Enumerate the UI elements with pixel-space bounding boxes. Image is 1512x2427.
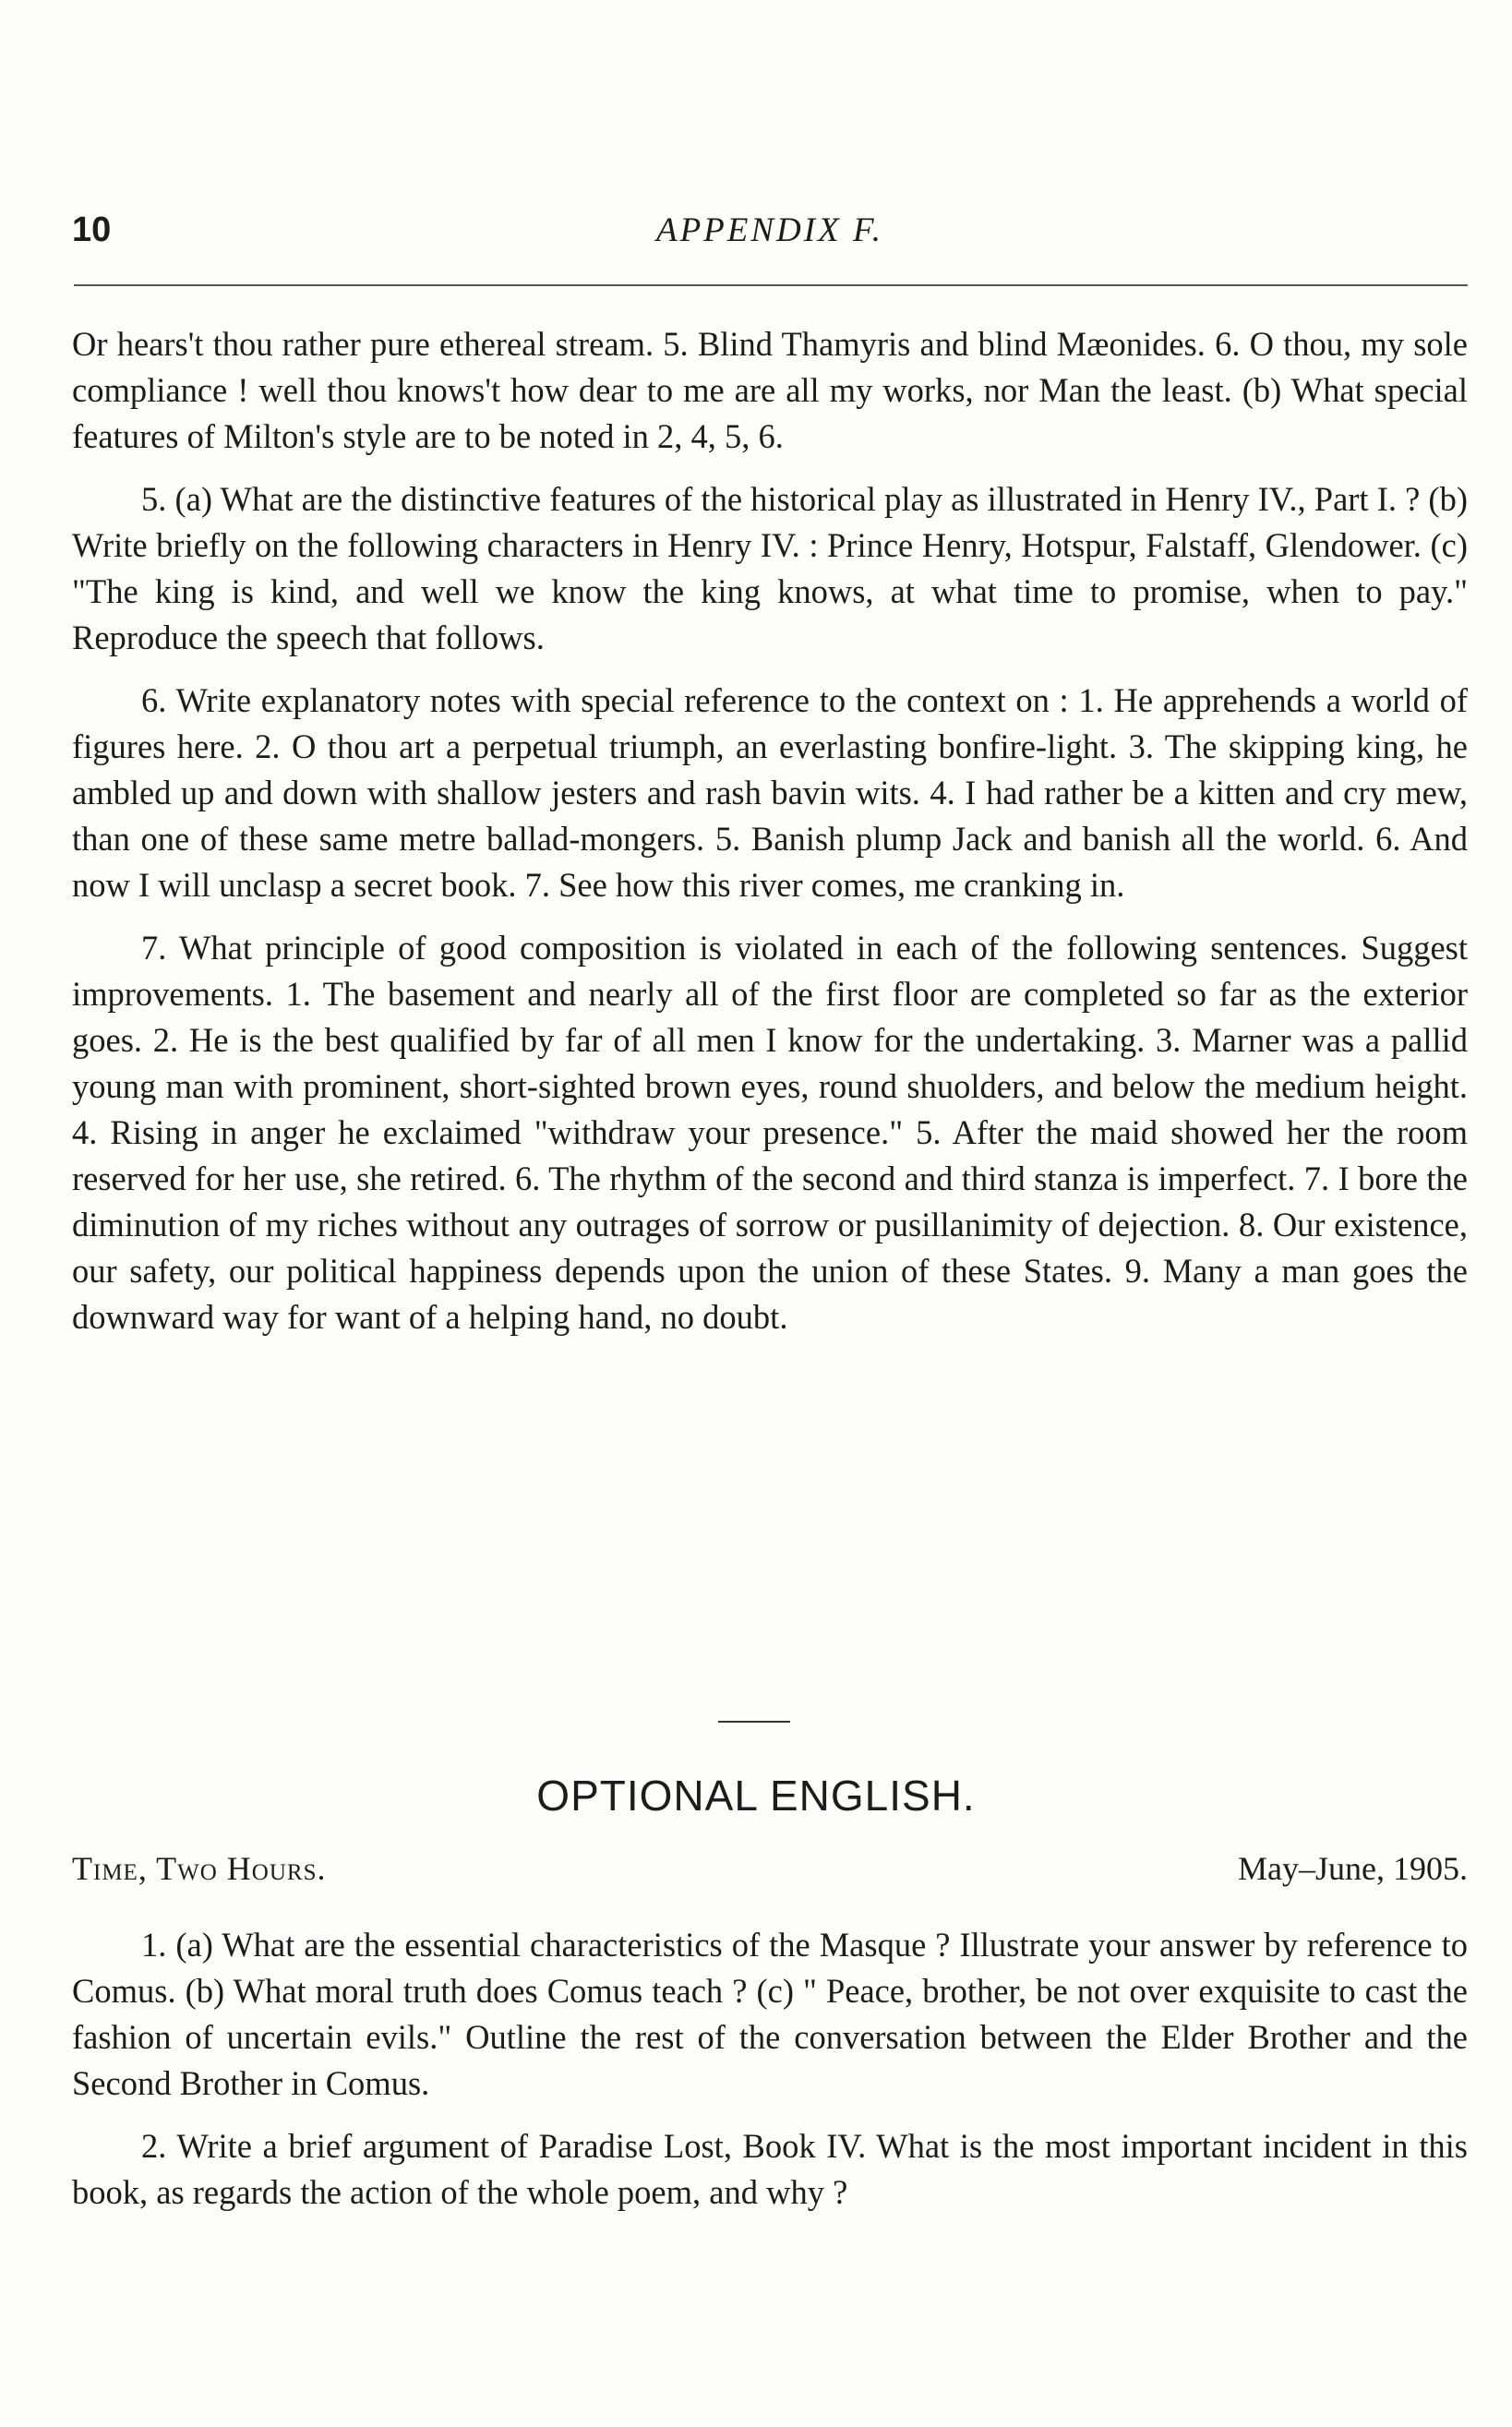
paragraph-continuation: Or hears't thou rather pure ethereal stream. 5. Blind Thamyris and blind Mæonides. 6. O thou, my sole compliance ! well thou knows't how dear to me are all my works, nor Man the least. (b) What special features of Milton's style are to be noted in 2, 4, 5, 6.: [72, 325, 1468, 455]
question-5: 5. (a) What are the distinctive features of the historical play as illustrated in Henry IV., Part I. ? (b) Write briefly on the following characters in Henry IV. : Prince Henry, Hotspur, Falstaff, Glendower. (c) "The king is kind, and well we know the king knows, at what time to promise, when to pay." Reproduce the speech that follows.: [72, 480, 1468, 656]
running-head: APPENDIX F.: [655, 211, 884, 249]
questions-continued: [72, 321, 1468, 1357]
page-header: [72, 210, 1468, 266]
section-title: OPTIONAL ENGLISH.: [536, 1772, 976, 1820]
optional-english-questions: [72, 1922, 1468, 2232]
question-2: 2. Write a brief argument of Paradise Lost, Book IV. What is the most important incident in this book, as regards the action of the whole poem, and why ?: [72, 2127, 1468, 2211]
exam-meta: [72, 1849, 1468, 1895]
section-divider: [718, 1721, 790, 1723]
question-6: 6. Write explanatory notes with special reference to the context on : 1. He apprehends a world of figures here. 2. O thou art a perpetual triumph, an everlasting bonfire-light. 3. The skipping king, he ambled up and down with shallow jesters and rash bavin wits. 4. I had rather be a kitten and cry mew, than one of these same metre ballad-mongers. 5. Banish plump Jack and banish all the world. 6. And now I will unclasp a secret book. 7. See how this river comes, me cranking in.: [72, 681, 1468, 904]
page-number: 10: [72, 210, 112, 249]
question-1: 1. (a) What are the essential characteristics of the Masque ? Illustrate your answer by reference to Comus. (b) What moral truth does Comus teach ? (c) " Peace, brother, be not over exquisite to cast the fashion of uncertain evils." Outline the rest of the conversation between the Elder Brother and the Second Brother in Comus.: [72, 1926, 1468, 2102]
header-rule: [74, 284, 1468, 286]
exam-time: Time, Two Hours.: [72, 1850, 327, 1887]
question-7: 7. What principle of good composition is violated in each of the following sentences. Suggest improvements. 1. The basement and nearly all of the first floor are completed so far as the exterior goes. 2. He is the best qualified by far of all men I know for the undertaking. 3. Marner was a pallid young man with prominent, short-sighted brown eyes, round shuolders, and below the medium height. 4. Rising in anger he exclaimed "withdraw your presence." 5. After the maid showed her the room reserved for her use, she retired. 6. The rhythm of the second and third stanza is imperfect. 7. I bore the diminution of my riches without any outrages of sorrow or pusillanimity of dejection. 8. Our existence, our safety, our political happiness depends upon the union of these States. 9. Many a man goes the downward way for want of a helping hand, no doubt.: [72, 929, 1468, 1336]
exam-date: May–June, 1905.: [1238, 1850, 1468, 1887]
